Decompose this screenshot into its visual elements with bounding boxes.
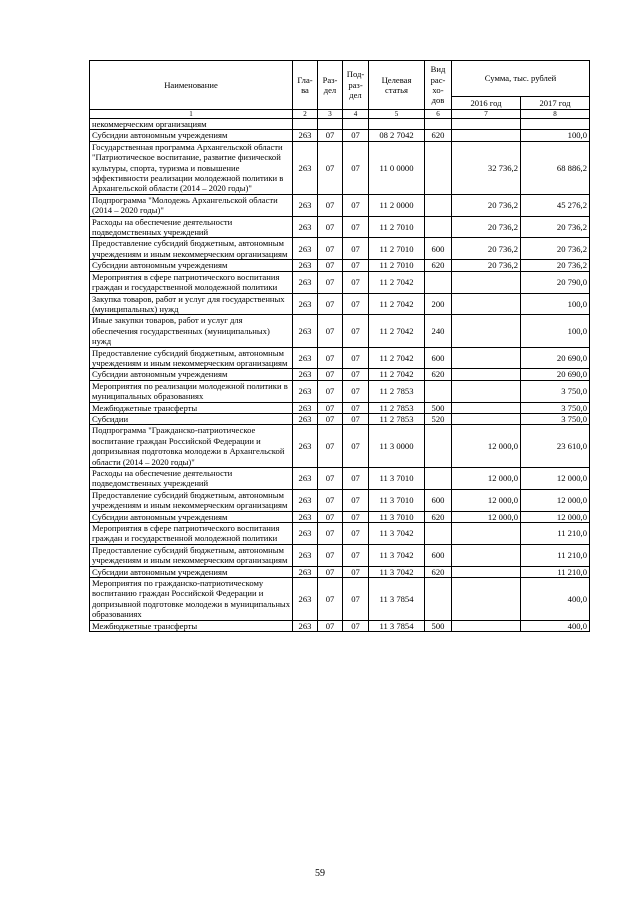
row-tselevaya: 11 3 7854 [369,620,425,631]
row-razdel: 07 [318,620,343,631]
row-name: Субсидии автономным учреждениям [90,566,293,577]
row-amount-2016: 32 736,2 [452,141,521,194]
row-vid: 600 [425,489,452,511]
row-vid [425,578,452,621]
row-amount-2016 [452,130,521,141]
row-tselevaya: 11 2 7853 [369,413,425,424]
row-podrazdel: 07 [343,489,369,511]
row-amount-2017: 12 000,0 [521,468,590,490]
row-amount-2016 [452,620,521,631]
row-amount-2017: 20 690,0 [521,347,590,369]
row-tselevaya: 11 2 7042 [369,315,425,347]
table-row [90,260,590,271]
row-podrazdel: 07 [343,380,369,402]
row-razdel: 07 [318,141,343,194]
row-glava: 263 [293,468,318,490]
row-vid [425,194,452,216]
row-vid: 240 [425,315,452,347]
row-name: Субсидии автономным учреждениям [90,369,293,380]
row-amount-2017: 11 210,0 [521,544,590,566]
row-razdel: 07 [318,315,343,347]
row-vid: 620 [425,369,452,380]
row-glava: 263 [293,380,318,402]
row-tselevaya: 11 2 7042 [369,369,425,380]
row-amount-2016 [452,380,521,402]
row-name: Предоставление субсидий бюджетным, автономным учреждениям и иным некоммерческим организациям [90,238,293,260]
row-razdel: 07 [318,544,343,566]
row-tselevaya: 11 2 7042 [369,293,425,315]
row-vid: 620 [425,566,452,577]
row-name: Расходы на обеспечение деятельности подведомственных учреждений [90,216,293,238]
table-row [90,194,590,216]
row-podrazdel: 07 [343,511,369,522]
row-amount-2017: 3 750,0 [521,402,590,413]
row-amount-2016 [452,271,521,293]
row-tselevaya: 11 2 7853 [369,402,425,413]
row-amount-2016 [452,523,521,545]
row-vid: 500 [425,620,452,631]
table-row [90,315,590,347]
row-vid [425,271,452,293]
header-summa: Сумма, тыс. рублей [452,61,590,97]
row-tselevaya: 11 2 7010 [369,216,425,238]
row-razdel: 07 [318,238,343,260]
row-amount-2016: 12 000,0 [452,468,521,490]
row-vid: 600 [425,238,452,260]
row-glava: 263 [293,293,318,315]
row-name: Субсидии автономным учреждениям [90,130,293,141]
row-razdel: 07 [318,566,343,577]
row-amount-2016 [452,578,521,621]
row-amount-2017: 20 790,0 [521,271,590,293]
column-number: 4 [343,110,369,119]
row-name: Иные закупки товаров, работ и услуг для обеспечения государственных (муниципальных) нужд [90,315,293,347]
row-name: Межбюджетные трансферты [90,402,293,413]
row-podrazdel: 07 [343,130,369,141]
column-number: 2 [293,110,318,119]
row-razdel: 07 [318,260,343,271]
table-row [90,141,590,194]
row-razdel: 07 [318,216,343,238]
table-row [90,544,590,566]
row-glava: 263 [293,489,318,511]
row-amount-2016: 12 000,0 [452,489,521,511]
row-glava: 263 [293,315,318,347]
row-razdel: 07 [318,523,343,545]
row-amount-2016: 20 736,2 [452,194,521,216]
table-body [90,119,590,632]
row-podrazdel: 07 [343,413,369,424]
header-name: Наименование [90,61,293,110]
row-glava: 263 [293,544,318,566]
row-amount-2017: 12 000,0 [521,511,590,522]
row-vid [425,119,452,130]
table-row [90,119,590,130]
row-amount-2016: 12 000,0 [452,511,521,522]
row-vid: 620 [425,260,452,271]
row-tselevaya: 11 2 7042 [369,347,425,369]
row-tselevaya: 11 3 7010 [369,489,425,511]
row-razdel: 07 [318,130,343,141]
row-amount-2016: 20 736,2 [452,238,521,260]
table-row [90,511,590,522]
table-row [90,347,590,369]
row-name: Государственная программа Архангельской области "Патриотическое воспитание, развитие физической культуры, спорта, туризма и повышение эффективности реализации молодежной политики в Архангельской области (2014 – 2020 годы)" [90,141,293,194]
row-amount-2016: 20 736,2 [452,260,521,271]
table-row [90,130,590,141]
row-tselevaya: 11 3 7010 [369,468,425,490]
row-glava: 263 [293,141,318,194]
column-number: 3 [318,110,343,119]
row-glava: 263 [293,347,318,369]
row-amount-2016: 12 000,0 [452,425,521,468]
row-amount-2016 [452,119,521,130]
table-row [90,578,590,621]
row-tselevaya: 08 2 7042 [369,130,425,141]
row-amount-2017: 12 000,0 [521,489,590,511]
row-podrazdel: 07 [343,315,369,347]
row-razdel: 07 [318,271,343,293]
row-podrazdel: 07 [343,347,369,369]
row-amount-2017: 20 736,2 [521,238,590,260]
row-amount-2017: 400,0 [521,578,590,621]
row-vid: 200 [425,293,452,315]
row-glava: 263 [293,620,318,631]
row-podrazdel: 07 [343,402,369,413]
row-razdel [318,119,343,130]
row-razdel: 07 [318,511,343,522]
row-vid: 600 [425,347,452,369]
table-row [90,402,590,413]
row-vid: 520 [425,413,452,424]
row-amount-2016 [452,413,521,424]
table-row [90,238,590,260]
row-name: Закупка товаров, работ и услуг для государственных (муниципальных) нужд [90,293,293,315]
row-amount-2016: 20 736,2 [452,216,521,238]
row-amount-2017: 23 610,0 [521,425,590,468]
column-number: 6 [425,110,452,119]
column-number: 5 [369,110,425,119]
row-name: Подпрограмма "Молодежь Архангельской области (2014 – 2020 годы)" [90,194,293,216]
row-name: Подпрограмма "Гражданско-патриотическое воспитание граждан Российской Федерации и допризывная подготовка молодежи в Архангельской области (2014 – 2020 годы)" [90,425,293,468]
row-amount-2016 [452,402,521,413]
row-amount-2017: 100,0 [521,315,590,347]
row-name: Предоставление субсидий бюджетным, автономным учреждениям и иным некоммерческим организациям [90,489,293,511]
row-glava: 263 [293,523,318,545]
row-amount-2016 [452,347,521,369]
row-glava: 263 [293,413,318,424]
row-razdel: 07 [318,347,343,369]
row-razdel: 07 [318,468,343,490]
row-amount-2017 [521,119,590,130]
row-glava: 263 [293,566,318,577]
row-tselevaya: 11 2 7853 [369,380,425,402]
row-amount-2016 [452,566,521,577]
row-vid: 600 [425,544,452,566]
row-glava: 263 [293,194,318,216]
table-row [90,566,590,577]
row-glava: 263 [293,271,318,293]
row-podrazdel: 07 [343,523,369,545]
column-number: 1 [90,110,293,119]
row-podrazdel: 07 [343,260,369,271]
row-razdel: 07 [318,293,343,315]
row-tselevaya: 11 3 7042 [369,544,425,566]
table-row [90,271,590,293]
row-glava: 263 [293,511,318,522]
page-number: 59 [315,868,325,879]
row-vid: 620 [425,511,452,522]
row-amount-2017: 20 736,2 [521,260,590,271]
row-vid [425,216,452,238]
row-tselevaya: 11 3 7854 [369,578,425,621]
row-glava: 263 [293,425,318,468]
row-glava [293,119,318,130]
row-tselevaya: 11 3 0000 [369,425,425,468]
row-podrazdel: 07 [343,141,369,194]
row-razdel: 07 [318,489,343,511]
row-name: Мероприятия в сфере патриотического воспитания граждан и государственной молодежной политики [90,271,293,293]
row-podrazdel: 07 [343,194,369,216]
table-row [90,620,590,631]
row-amount-2017: 20 736,2 [521,216,590,238]
row-amount-2016 [452,369,521,380]
row-amount-2017: 45 276,2 [521,194,590,216]
table-row [90,380,590,402]
row-podrazdel: 07 [343,293,369,315]
row-tselevaya: 11 0 0000 [369,141,425,194]
row-razdel: 07 [318,425,343,468]
row-name: Мероприятия по реализации молодежной политики в муниципальных образованиях [90,380,293,402]
row-name: некоммерческим организациям [90,119,293,130]
row-razdel: 07 [318,369,343,380]
header-podrazdel: Под-раз-дел [343,61,369,110]
row-razdel: 07 [318,194,343,216]
row-tselevaya: 11 2 7010 [369,238,425,260]
table-row [90,413,590,424]
header-tselevaya: Целевая статья [369,61,425,110]
row-vid [425,523,452,545]
row-name: Предоставление субсидий бюджетным, автономным учреждениям и иным некоммерческим организациям [90,347,293,369]
column-number: 8 [521,110,590,119]
row-vid [425,141,452,194]
table-row [90,425,590,468]
row-podrazdel: 07 [343,620,369,631]
row-name: Субсидии автономным учреждениям [90,511,293,522]
row-vid [425,380,452,402]
row-glava: 263 [293,402,318,413]
row-amount-2017: 100,0 [521,293,590,315]
column-number: 7 [452,110,521,119]
header-year-2017: 2017 год [521,97,590,110]
table-row [90,468,590,490]
row-amount-2017: 68 886,2 [521,141,590,194]
row-razdel: 07 [318,578,343,621]
row-vid [425,425,452,468]
row-razdel: 07 [318,413,343,424]
header-glava: Гла-ва [293,61,318,110]
row-podrazdel: 07 [343,578,369,621]
row-name: Субсидии автономным учреждениям [90,260,293,271]
table-row [90,216,590,238]
row-tselevaya: 11 3 7010 [369,511,425,522]
table-row [90,293,590,315]
row-glava: 263 [293,130,318,141]
row-name: Предоставление субсидий бюджетным, автономным учреждениям и иным некоммерческим организациям [90,544,293,566]
table-row [90,523,590,545]
row-podrazdel: 07 [343,566,369,577]
row-vid: 620 [425,130,452,141]
row-amount-2017: 11 210,0 [521,566,590,577]
column-number-row [90,110,590,119]
row-glava: 263 [293,578,318,621]
row-vid [425,468,452,490]
row-podrazdel: 07 [343,468,369,490]
row-glava: 263 [293,369,318,380]
row-tselevaya: 11 2 0000 [369,194,425,216]
row-vid: 500 [425,402,452,413]
row-tselevaya: 11 2 7042 [369,271,425,293]
row-podrazdel [343,119,369,130]
row-amount-2017: 100,0 [521,130,590,141]
row-name: Субсидии [90,413,293,424]
row-amount-2016 [452,544,521,566]
row-name: Расходы на обеспечение деятельности подведомственных учреждений [90,468,293,490]
row-podrazdel: 07 [343,271,369,293]
budget-table [89,60,590,632]
row-glava: 263 [293,216,318,238]
row-podrazdel: 07 [343,216,369,238]
row-amount-2016 [452,315,521,347]
header-razdel: Раз-дел [318,61,343,110]
row-amount-2017: 3 750,0 [521,413,590,424]
row-name: Мероприятия по гражданско-патриотическому воспитанию граждан Российской Федерации и допризывной подготовке молодежи в муниципальных образованиях [90,578,293,621]
row-podrazdel: 07 [343,425,369,468]
row-tselevaya [369,119,425,130]
row-amount-2017: 11 210,0 [521,523,590,545]
row-razdel: 07 [318,402,343,413]
row-tselevaya: 11 2 7010 [369,260,425,271]
header-year-2016: 2016 год [452,97,521,110]
row-amount-2017: 400,0 [521,620,590,631]
row-podrazdel: 07 [343,238,369,260]
row-amount-2017: 3 750,0 [521,380,590,402]
row-glava: 263 [293,238,318,260]
row-podrazdel: 07 [343,544,369,566]
row-podrazdel: 07 [343,369,369,380]
table-row [90,489,590,511]
row-glava: 263 [293,260,318,271]
row-amount-2017: 20 690,0 [521,369,590,380]
row-tselevaya: 11 3 7042 [369,523,425,545]
row-amount-2016 [452,293,521,315]
row-name: Мероприятия в сфере патриотического воспитания граждан и государственной молодежной политики [90,523,293,545]
row-name: Межбюджетные трансферты [90,620,293,631]
header-vid: Вид рас-хо-дов [425,61,452,110]
row-razdel: 07 [318,380,343,402]
table-row [90,369,590,380]
row-tselevaya: 11 3 7042 [369,566,425,577]
